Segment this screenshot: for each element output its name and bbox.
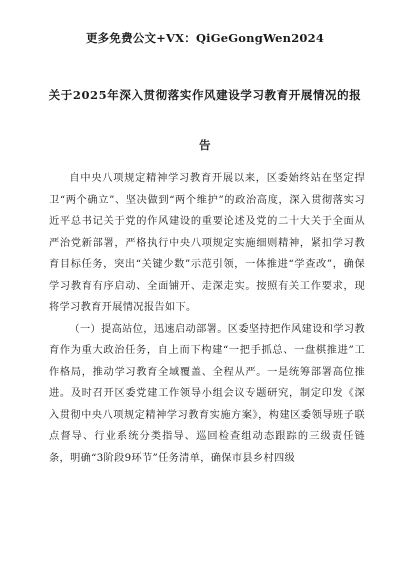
document-body	[49, 168, 365, 469]
body-paragraph-intro: 自中央八项规定精神学习教育开展以来，区委始终站在坚定捍卫“两个确立”、坚决做到“两个维护”的政治高度，深入贯彻落实习近平总书记关于党的作风建设的重要论述及党的二十大关于全面从严治党新部署，严格执行中央八项规定实施细则精神，紧扣学习教育目标任务，突出“关键少数”示范引领，一体推进“学查改”，确保学习教育有序启动、全面铺开、走深走实。按照有关工作要求，现将学习教育开展情况报告如下。	[49, 173, 365, 313]
document-title	[40, 70, 370, 170]
body-paragraph-section-1: （一）提高站位，迅速启动部署。区委坚持把作风建设和学习教育作为重大政治任务，自上而下构建“一把手抓总、一盘棋推进”工作格局，推动学习教育全域覆盖、全程从严。一是统筹部署高位推进。及时召开区委党建工作领导小组会议专题研究，制定印发《深入贯彻中央八项规定精神学习教育实施方案》，构建区委领导班子联点督导、行业系统分类指导、巡回检查组动态跟踪的三级责任链条，明确“3阶段9环节”任务清单，确保市县乡村四级	[49, 323, 365, 464]
title-line-1: 关于2025年深入贯彻落实作风建设学习教育开展情况的报	[48, 88, 362, 102]
header-watermark: 更多免费公文+VX：QiGeGongWen2024	[85, 31, 325, 45]
title-line-2: 告	[199, 138, 211, 152]
